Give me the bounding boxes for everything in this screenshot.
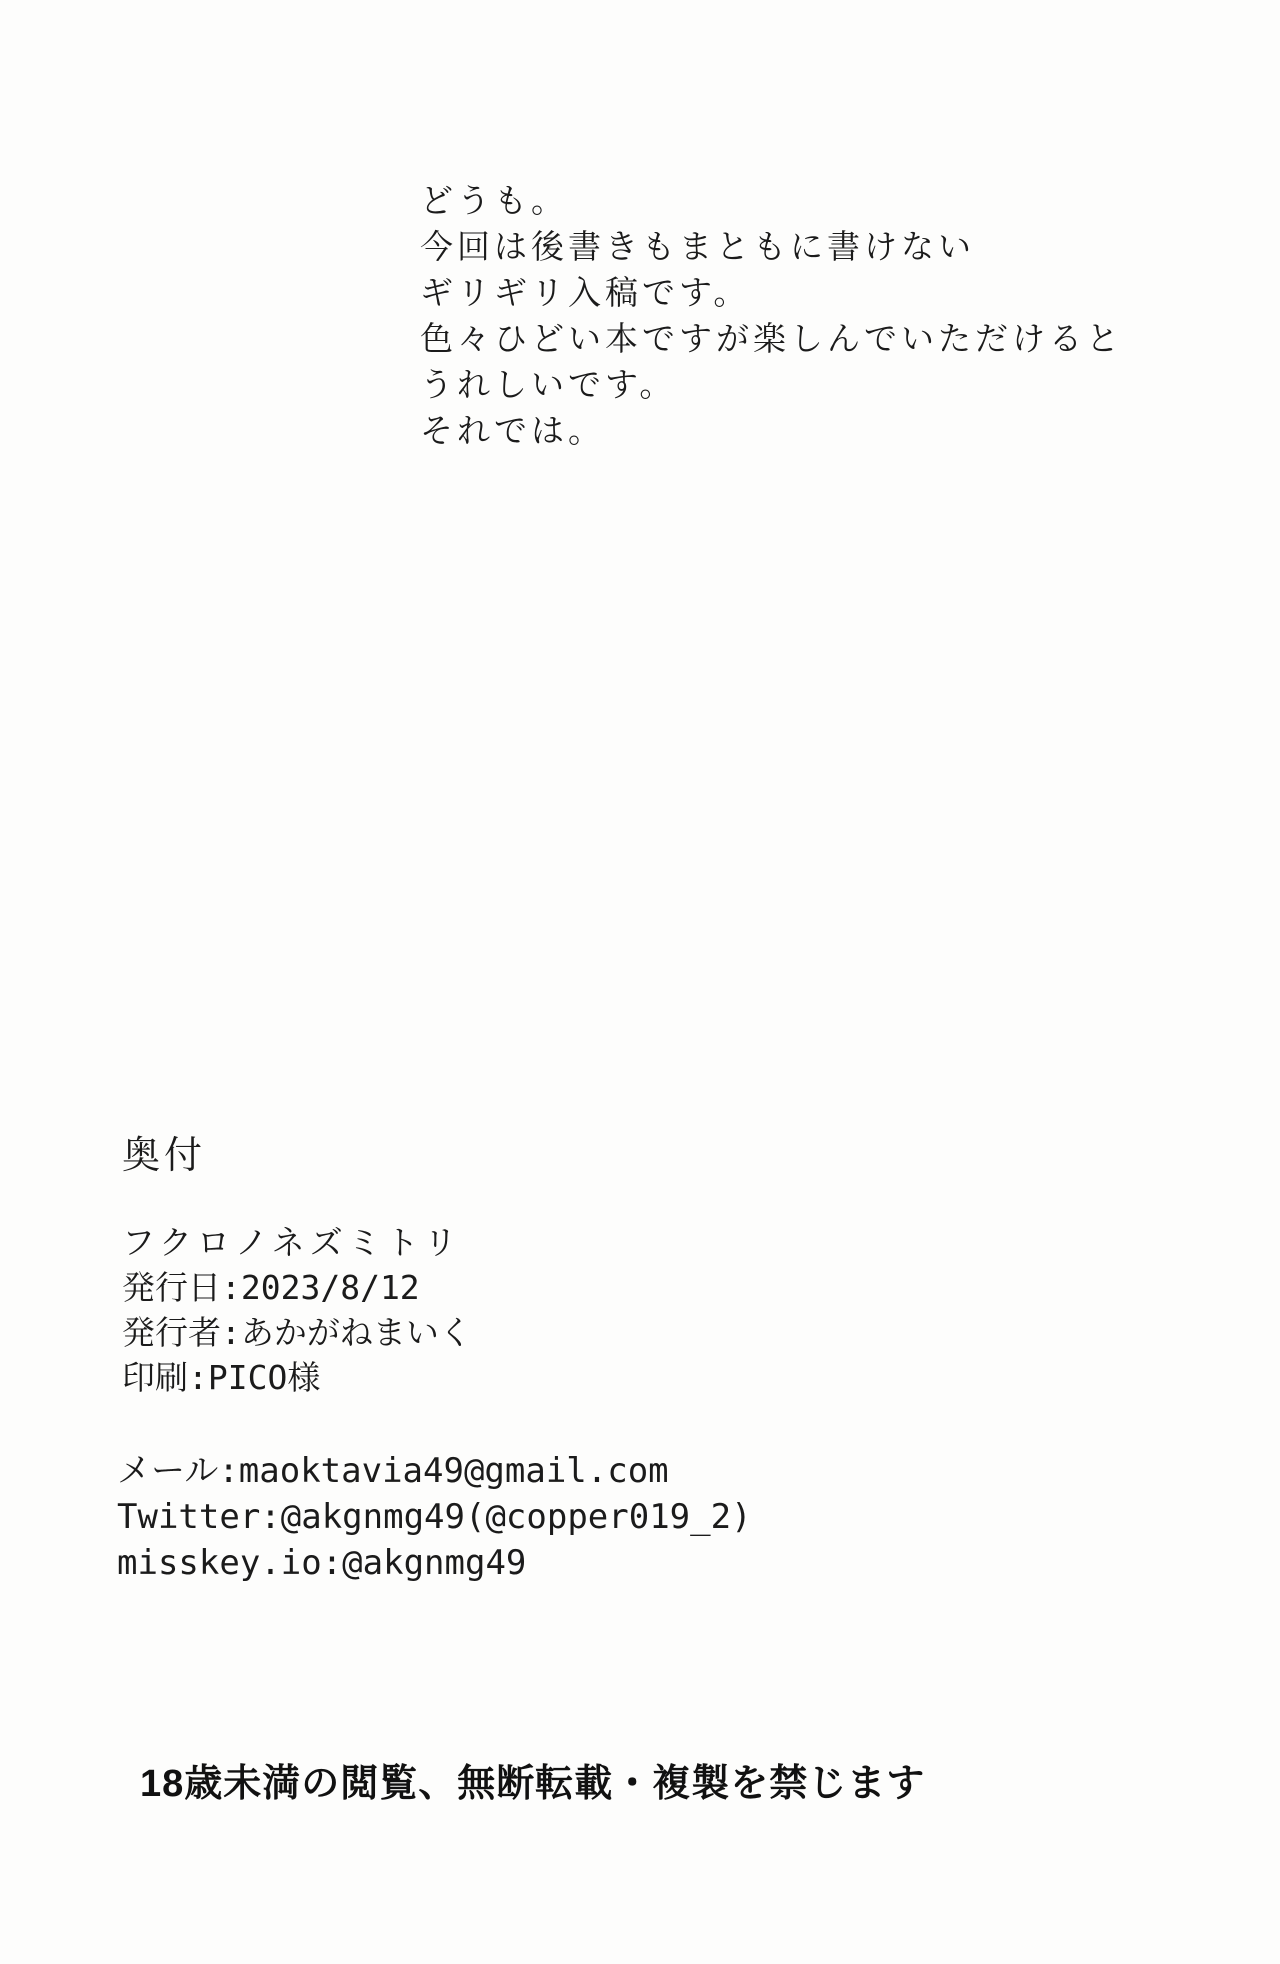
age-restriction-notice: 18歳未満の閲覧、無断転載・複製を禁じます: [140, 1763, 926, 1805]
printer-line: 印刷:PICO様: [122, 1358, 321, 1397]
afterword-line: うれしいです。: [420, 366, 677, 403]
colophon-block: [122, 1220, 472, 1400]
email-line: メール:maoktavia49@gmail.com: [117, 1451, 669, 1491]
colophon-heading: 奥付: [122, 1135, 207, 1177]
afterword-line: 今回は後書きもまともに書けない: [420, 228, 975, 265]
publish-date-line: 発行日:2023/8/12: [122, 1268, 420, 1307]
afterword-line: それでは。: [420, 412, 605, 449]
afterword-text: [420, 178, 1123, 454]
afterword-line: ギリギリ入稿です。: [420, 274, 751, 311]
contact-block: [117, 1448, 752, 1586]
afterword-line: 色々ひどい本ですが楽しんでいただけると: [420, 320, 1123, 357]
afterword-line: どうも。: [420, 182, 568, 219]
book-title: フクロノネズミトリ: [122, 1223, 462, 1262]
publisher-line: 発行者:あかがねまいく: [122, 1313, 472, 1352]
twitter-line: Twitter:@akgnmg49(@copper019_2): [117, 1497, 752, 1537]
misskey-line: misskey.io:@akgnmg49: [117, 1543, 527, 1583]
